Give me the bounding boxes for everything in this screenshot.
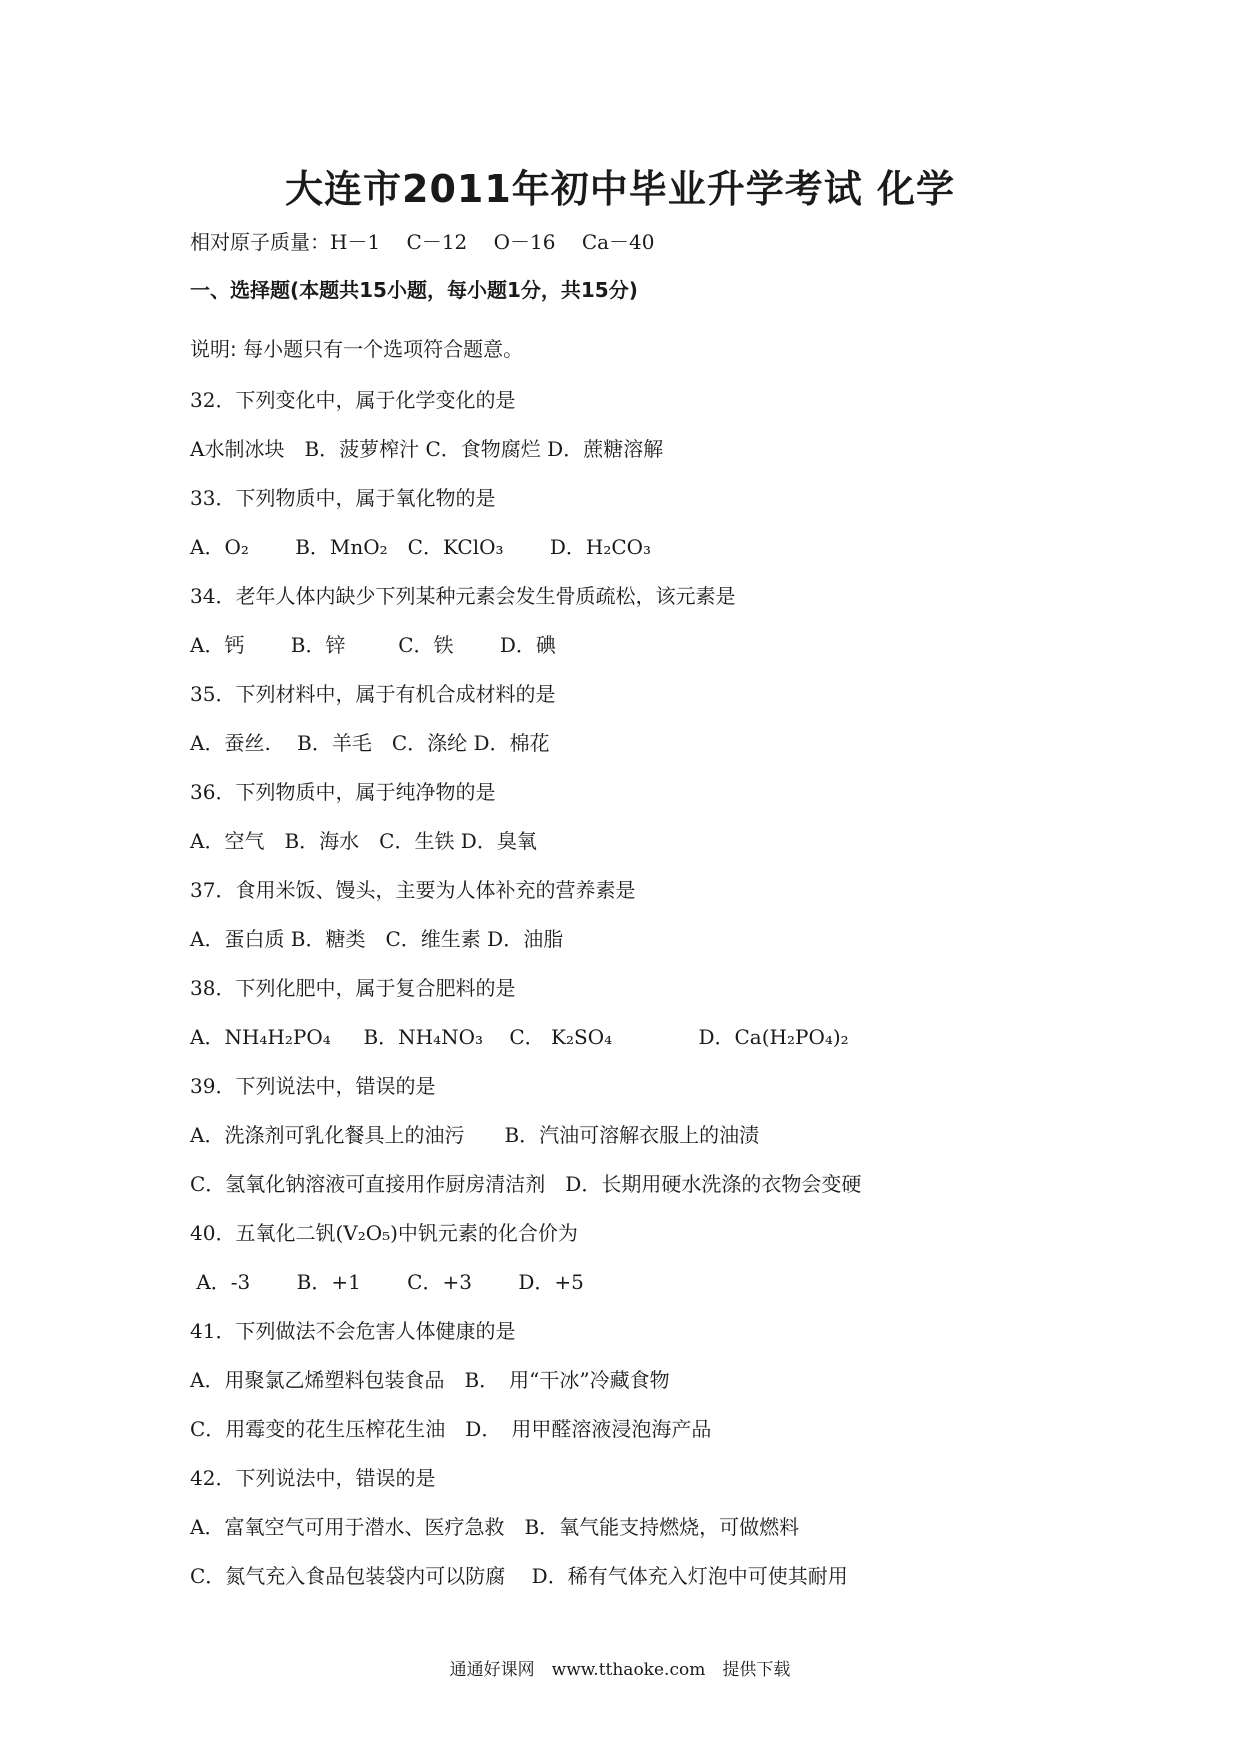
question-39: 39．下列说法中，错误的是 — [190, 1074, 436, 1098]
question-41: 41．下列做法不会危害人体健康的是 — [190, 1319, 516, 1343]
options-34: A．钙 B．锌 C．铁 D．碘 — [190, 633, 556, 657]
options-37: A．蛋白质 B．糖类 C．维生素 D．油脂 — [190, 927, 564, 951]
question-38: 38．下列化肥中，属于复合肥料的是 — [190, 976, 516, 1000]
footer-download-note: 通通好课网 www.tthaoke.com 提供下载 — [449, 1660, 791, 1680]
options-42-ab: A．富氧空气可用于潜水、医疗急救 B．氧气能支持燃烧，可做燃料 — [190, 1515, 800, 1539]
question-35: 35．下列材料中，属于有机合成材料的是 — [190, 682, 556, 706]
options-39-ab: A．洗涤剂可乳化餐具上的油污 B．汽油可溶解衣服上的油渍 — [190, 1123, 760, 1147]
options-39-cd: C．氢氧化钠溶液可直接用作厨房清洁剂 D．长期用硬水洗涤的衣物会变硬 — [190, 1172, 862, 1196]
options-38: A．NH₄H₂PO₄ B．NH₄NO₃ C． K₂SO₄ D．Ca(H₂PO₄)₂ — [190, 1025, 849, 1049]
question-33: 33．下列物质中，属于氧化物的是 — [190, 486, 496, 510]
options-42-cd: C．氮气充入食品包装袋内可以防腐 D．稀有气体充入灯泡中可使其耐用 — [190, 1564, 848, 1588]
section-heading: 一、选择题(本题共15小题，每小题1分，共15分) — [190, 278, 638, 302]
options-36: A．空气 B．海水 C．生铁 D．臭氧 — [190, 829, 537, 853]
options-41-cd: C．用霉变的花生压榨花生油 D． 用甲醛溶液浸泡海产品 — [190, 1417, 712, 1441]
options-32: A水制冰块 B．菠萝榨汁 C．食物腐烂 D．蔗糖溶解 — [190, 437, 664, 461]
question-40: 40．五氧化二钒(V₂O₅)中钒元素的化合价为 — [190, 1221, 578, 1245]
instruction-line: 说明: 每小题只有一个选项符合题意。 — [190, 337, 524, 361]
question-37: 37．食用米饭、馒头，主要为人体补充的营养素是 — [190, 878, 636, 902]
options-35: A．蚕丝. B．羊毛 C．涤纶 D．棉花 — [190, 731, 550, 755]
exam-title: 大连市2011年初中毕业升学考试 化学 — [285, 167, 955, 211]
question-42: 42．下列说法中，错误的是 — [190, 1466, 436, 1490]
question-34: 34．老年人体内缺少下列某种元素会发生骨质疏松，该元素是 — [190, 584, 736, 608]
atomic-mass-line: 相对原子质量：H－1 C－12 O－16 Ca－40 — [190, 230, 655, 254]
options-33: A．O₂ B．MnO₂ C．KClO₃ D．H₂CO₃ — [190, 535, 652, 559]
question-32: 32．下列变化中，属于化学变化的是 — [190, 388, 516, 412]
options-40: A．-3 B．+1 C．+3 D．+5 — [190, 1270, 584, 1294]
question-36: 36．下列物质中，属于纯净物的是 — [190, 780, 496, 804]
options-41-ab: A．用聚氯乙烯塑料包装食品 B． 用“干冰”冷藏食物 — [190, 1368, 670, 1392]
